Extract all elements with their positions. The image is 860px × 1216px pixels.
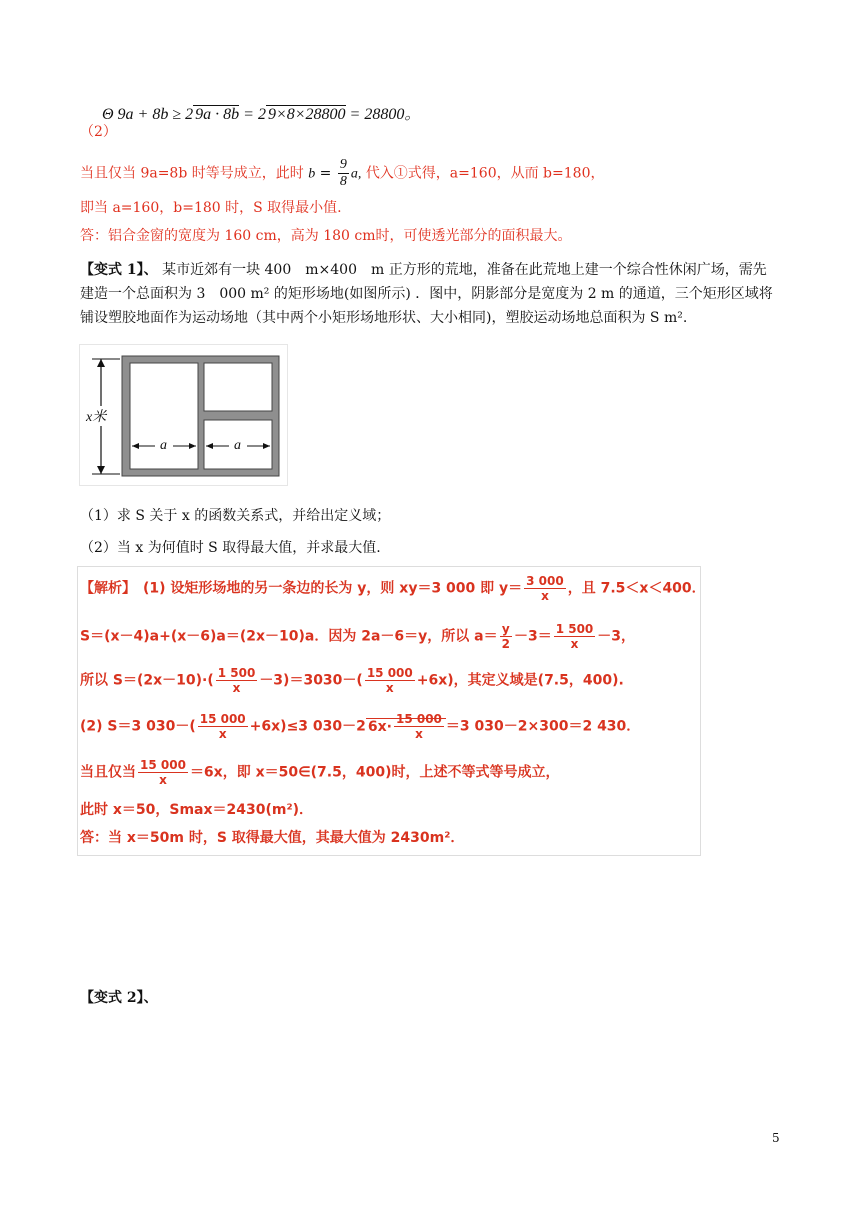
equality-condition: 当且仅当 9a=8b 时等号成立，此时 b = $\frac{9}{8}$ a, 代入①式得，a=160，从而 b=180， bbox=[80, 157, 605, 189]
solution-line-4: (2) S＝3 030－( $\frac{15 000}{x}$ +6x)≤3 030－2 6x· $\frac{15 000}{x}$ ＝3 030－2×300＝2 430． bbox=[80, 712, 641, 741]
solution-box bbox=[77, 566, 706, 856]
field-diagram-svg bbox=[80, 345, 287, 485]
solution-line-2: S＝(x－4)a+(x－6)a＝(2x－10)a．因为 2a－6＝y，所以 a＝ $\frac{y}{2}$ －3＝ $\frac{1 500}{x}$ －3， bbox=[80, 622, 636, 651]
answer-line: 答：铝合金窗的宽度为 160 cm，高为 180 cm时，可使透光部分的面积最大。 bbox=[80, 228, 572, 244]
solution-line-6: 此时 x＝50，Smax＝2430(m²)． bbox=[80, 802, 314, 818]
solution-line-3: 所以 S＝(2x－10)·( $\frac{1 500}{x}$ －3)＝3030－( $\frac{15 000}{x}$ +6x)，其定义域是(7.5，400). bbox=[80, 666, 624, 695]
x-dimension-label: x米 bbox=[86, 406, 106, 426]
variant-2-label: 【变式 2】、 bbox=[80, 990, 158, 1006]
min-value-line: 即当 a=160，b=180 时，S 取得最小值. bbox=[80, 200, 342, 216]
page-number: 5 bbox=[772, 1131, 780, 1145]
inequality-line: Θ 9a + 8b ≥ 2 9a · 8b = 2 9×8×28800 = 28800。 bbox=[102, 106, 421, 123]
solution-line-1: 【解析】 (1) 设矩形场地的另一条边的长为 y，则 xy＝3 000 即 y＝ $\frac{3 000}{x}$ ，且 7.5＜x＜400． bbox=[80, 574, 706, 603]
variant-1-problem: 【变式 1】、 某市近郊有一块 400 m×400 m 正方形的荒地，准备在此荒地上建一个综合性休闲广场，需先建造一个总面积为 3 000 m² 的矩形场地(如图所示) ．图中，阴影部分是宽度为 2 m 的通道，三个矩形区域将铺设塑胶地面作为运动场地（其中两个小矩形场地形状、大小相同)，塑胶运动场地总面积为 S m². bbox=[80, 262, 773, 326]
question-1: （1）求 S 关于 x 的函数关系式，并给出定义域； bbox=[80, 508, 391, 524]
solution-line-7: 答：当 x＝50m 时，S 取得最大值，其最大值为 2430m²． bbox=[80, 830, 465, 846]
step-2-label: （2） bbox=[80, 124, 117, 140]
solution-line-5: 当且仅当 $\frac{15 000}{x}$ ＝6x，即 x＝50∈(7.5，400)时，上述不等式等号成立， bbox=[80, 758, 560, 787]
fraction-9-8: $\frac{9}{8}$ bbox=[339, 157, 347, 189]
question-2: （2）当 x 为何值时 S 取得最大值，并求最大值. bbox=[80, 540, 381, 556]
width-a-left-label: a bbox=[160, 438, 167, 453]
field-diagram bbox=[79, 344, 288, 486]
width-a-right-label: a bbox=[234, 438, 241, 453]
